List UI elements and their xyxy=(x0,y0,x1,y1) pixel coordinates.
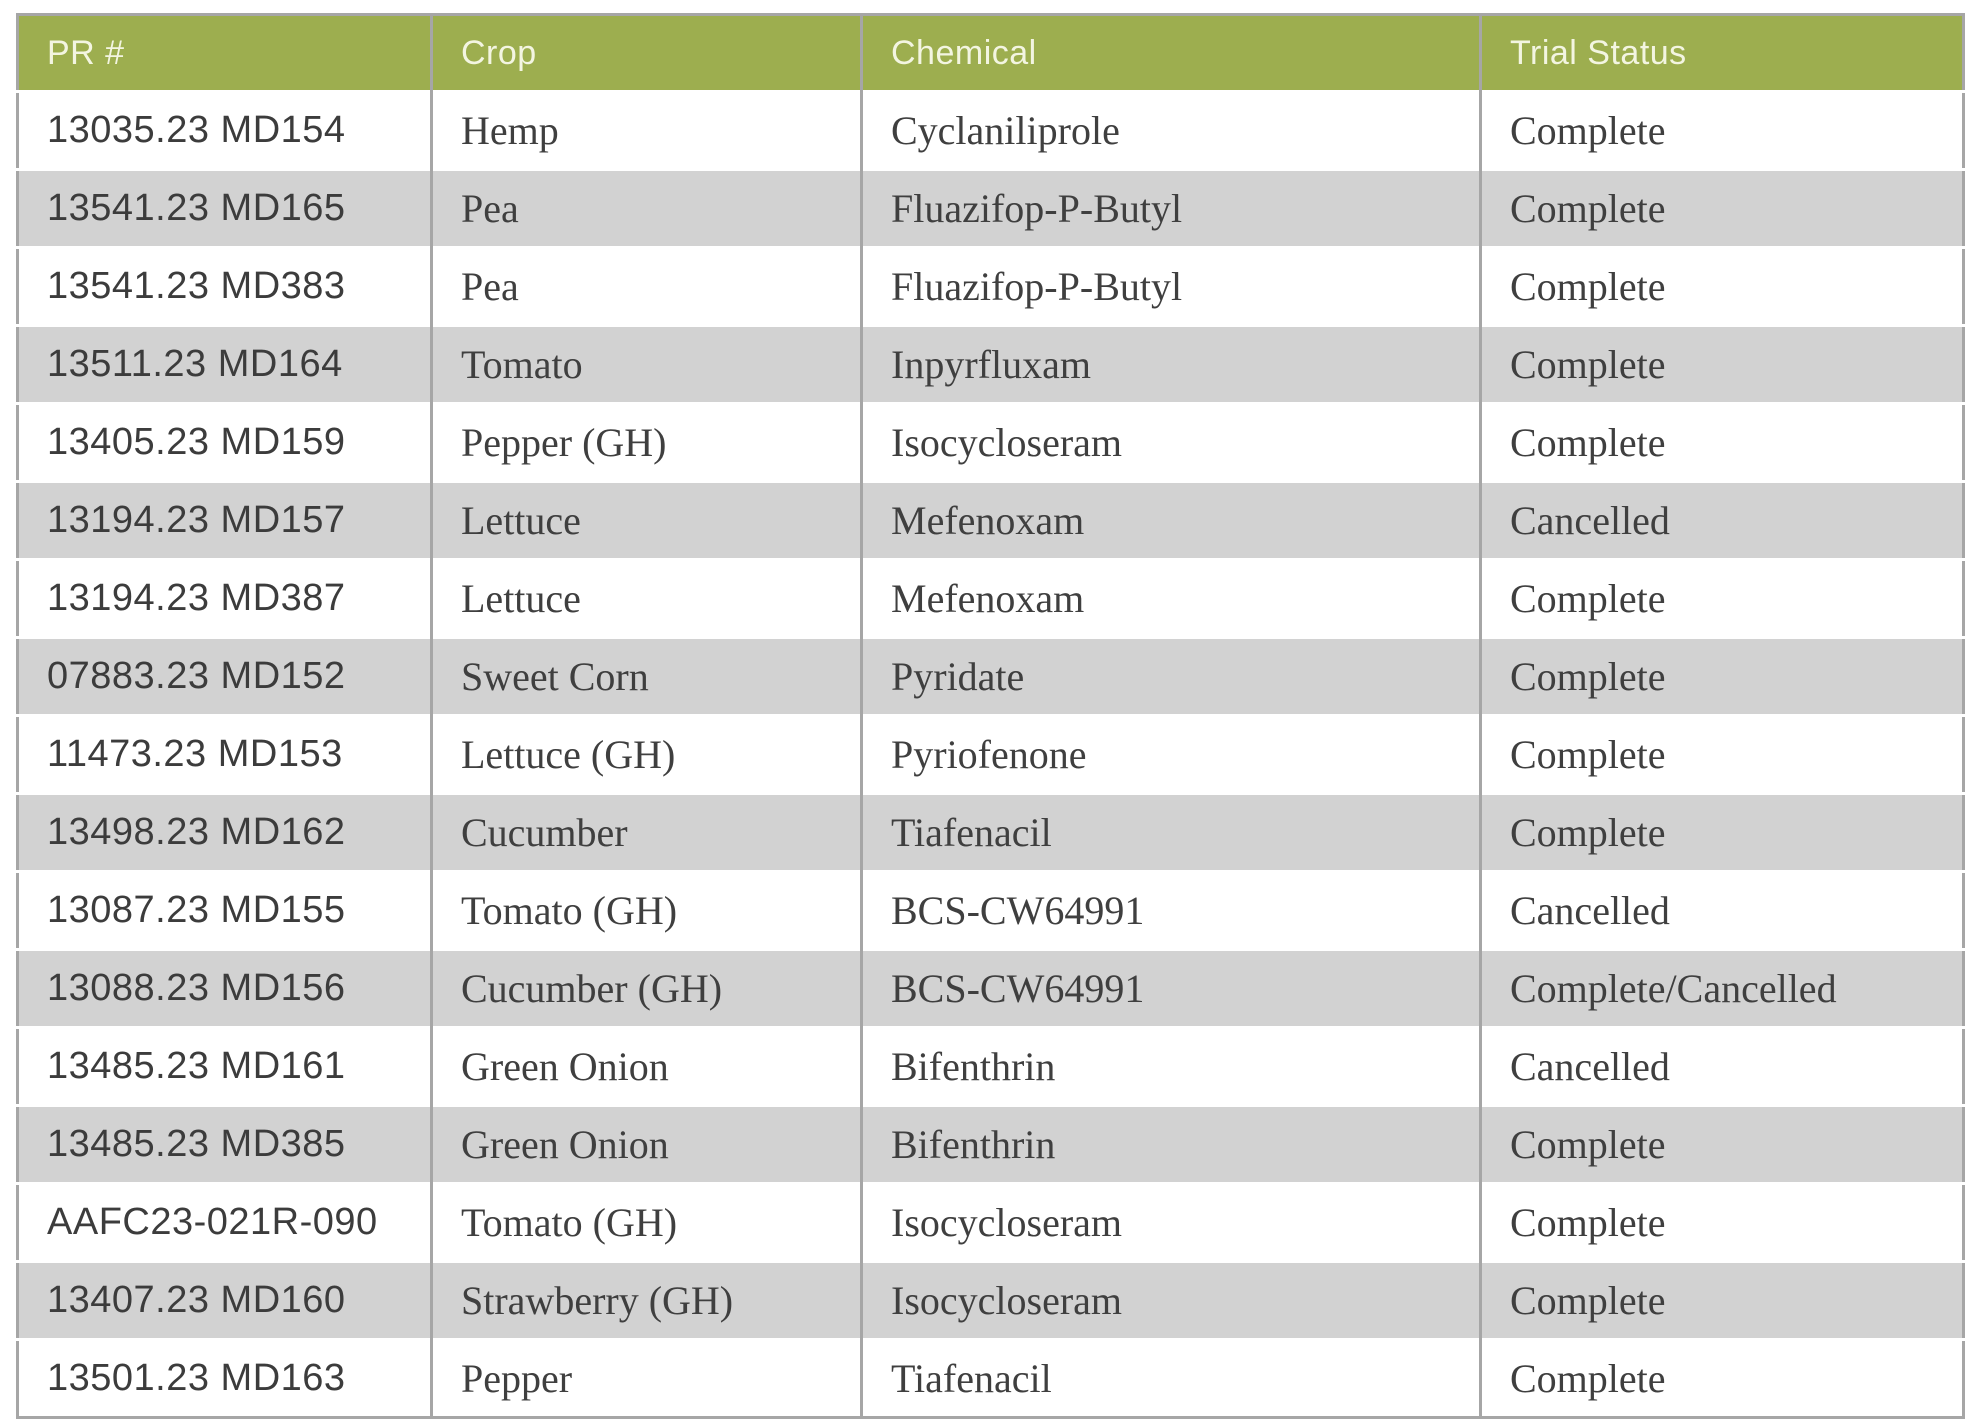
table-body xyxy=(18,92,1964,1418)
cell-chemical: Isocycloseram xyxy=(862,1262,1481,1340)
cell-crop: Hemp xyxy=(432,92,862,170)
table-row xyxy=(18,404,1964,482)
cell-chemical: Pyriofenone xyxy=(862,716,1481,794)
trial-status-table-container xyxy=(16,13,1962,1401)
cell-chemical: BCS-CW64991 xyxy=(862,950,1481,1028)
table-row xyxy=(18,1106,1964,1184)
cell-chemical: Mefenoxam xyxy=(862,560,1481,638)
cell-status: Complete xyxy=(1481,170,1964,248)
cell-status: Complete/Cancelled xyxy=(1481,950,1964,1028)
cell-chemical: Isocycloseram xyxy=(862,404,1481,482)
cell-status: Complete xyxy=(1481,560,1964,638)
table-row xyxy=(18,326,1964,404)
cell-pr: 13088.23 MD156 xyxy=(18,950,432,1028)
cell-chemical: BCS-CW64991 xyxy=(862,872,1481,950)
cell-pr: 11473.23 MD153 xyxy=(18,716,432,794)
cell-pr: 13541.23 MD383 xyxy=(18,248,432,326)
cell-pr: 13485.23 MD385 xyxy=(18,1106,432,1184)
cell-chemical: Mefenoxam xyxy=(862,482,1481,560)
cell-crop: Pepper (GH) xyxy=(432,404,862,482)
cell-pr: 13541.23 MD165 xyxy=(18,170,432,248)
cell-pr: 13194.23 MD387 xyxy=(18,560,432,638)
table-row xyxy=(18,716,1964,794)
cell-status: Complete xyxy=(1481,794,1964,872)
cell-crop: Pea xyxy=(432,170,862,248)
cell-pr: 13194.23 MD157 xyxy=(18,482,432,560)
cell-pr: 13501.23 MD163 xyxy=(18,1340,432,1418)
cell-crop: Strawberry (GH) xyxy=(432,1262,862,1340)
cell-status: Complete xyxy=(1481,1340,1964,1418)
table-row xyxy=(18,1340,1964,1418)
cell-pr: 13485.23 MD161 xyxy=(18,1028,432,1106)
cell-chemical: Tiafenacil xyxy=(862,794,1481,872)
column-header-status: Trial Status xyxy=(1481,15,1964,92)
cell-crop: Pepper xyxy=(432,1340,862,1418)
cell-chemical: Pyridate xyxy=(862,638,1481,716)
cell-status: Complete xyxy=(1481,1184,1964,1262)
cell-chemical: Fluazifop-P-Butyl xyxy=(862,170,1481,248)
cell-crop: Green Onion xyxy=(432,1106,862,1184)
cell-crop: Lettuce xyxy=(432,560,862,638)
trial-status-table xyxy=(16,13,1965,1419)
cell-pr: AAFC23-021R-090 xyxy=(18,1184,432,1262)
cell-pr: 13498.23 MD162 xyxy=(18,794,432,872)
table-row xyxy=(18,1028,1964,1106)
cell-crop: Pea xyxy=(432,248,862,326)
cell-status: Complete xyxy=(1481,248,1964,326)
cell-status: Cancelled xyxy=(1481,482,1964,560)
cell-crop: Tomato (GH) xyxy=(432,1184,862,1262)
cell-crop: Sweet Corn xyxy=(432,638,862,716)
cell-status: Complete xyxy=(1481,1262,1964,1340)
cell-status: Complete xyxy=(1481,638,1964,716)
cell-chemical: Inpyrfluxam xyxy=(862,326,1481,404)
cell-chemical: Isocycloseram xyxy=(862,1184,1481,1262)
cell-chemical: Bifenthrin xyxy=(862,1028,1481,1106)
table-row xyxy=(18,170,1964,248)
cell-status: Complete xyxy=(1481,404,1964,482)
cell-pr: 13511.23 MD164 xyxy=(18,326,432,404)
column-header-pr: PR # xyxy=(18,15,432,92)
table-row xyxy=(18,248,1964,326)
table-row xyxy=(18,92,1964,170)
table-row xyxy=(18,794,1964,872)
cell-crop: Tomato xyxy=(432,326,862,404)
cell-status: Complete xyxy=(1481,716,1964,794)
cell-status: Complete xyxy=(1481,1106,1964,1184)
cell-status: Complete xyxy=(1481,326,1964,404)
cell-chemical: Fluazifop-P-Butyl xyxy=(862,248,1481,326)
cell-status: Cancelled xyxy=(1481,872,1964,950)
cell-crop: Lettuce xyxy=(432,482,862,560)
table-row xyxy=(18,638,1964,716)
column-header-crop: Crop xyxy=(432,15,862,92)
cell-status: Complete xyxy=(1481,92,1964,170)
table-row xyxy=(18,950,1964,1028)
cell-chemical: Cyclaniliprole xyxy=(862,92,1481,170)
column-header-chemical: Chemical xyxy=(862,15,1481,92)
cell-pr: 13035.23 MD154 xyxy=(18,92,432,170)
cell-crop: Tomato (GH) xyxy=(432,872,862,950)
cell-crop: Green Onion xyxy=(432,1028,862,1106)
cell-pr: 13407.23 MD160 xyxy=(18,1262,432,1340)
table-row xyxy=(18,1262,1964,1340)
cell-pr: 07883.23 MD152 xyxy=(18,638,432,716)
table-header-row xyxy=(18,15,1964,92)
cell-crop: Cucumber xyxy=(432,794,862,872)
table-row xyxy=(18,482,1964,560)
cell-chemical: Bifenthrin xyxy=(862,1106,1481,1184)
table-row xyxy=(18,872,1964,950)
cell-pr: 13405.23 MD159 xyxy=(18,404,432,482)
cell-chemical: Tiafenacil xyxy=(862,1340,1481,1418)
cell-crop: Cucumber (GH) xyxy=(432,950,862,1028)
cell-pr: 13087.23 MD155 xyxy=(18,872,432,950)
cell-crop: Lettuce (GH) xyxy=(432,716,862,794)
cell-status: Cancelled xyxy=(1481,1028,1964,1106)
table-row xyxy=(18,1184,1964,1262)
table-row xyxy=(18,560,1964,638)
